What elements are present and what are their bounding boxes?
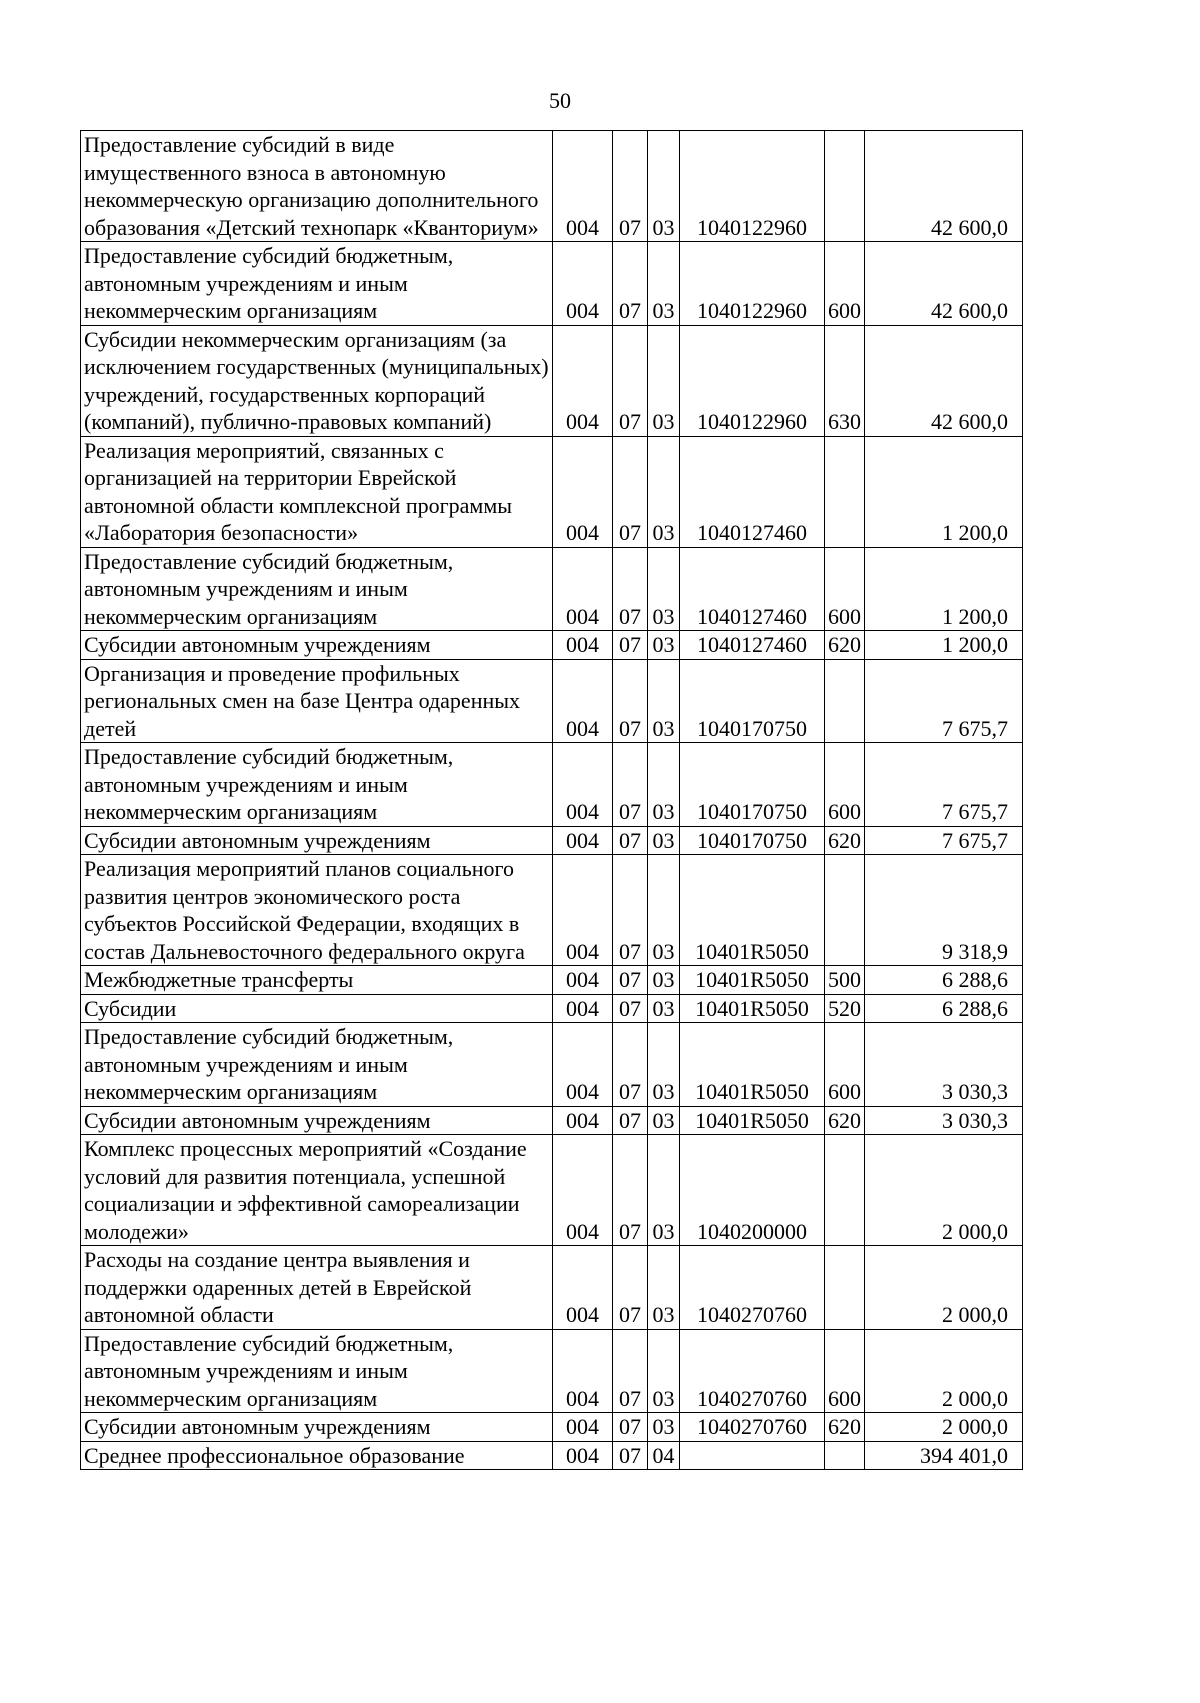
expense-name-cell: Комплекс процессных мероприятий «Создание условий для развития потенциала, успешной социализации и эффективной самореализации молодежи»: [81, 1135, 553, 1246]
section-code-cell: 07: [613, 855, 648, 966]
grbs-code-cell: 004: [553, 1441, 613, 1470]
amount-cell: 7 675,7: [865, 743, 1023, 827]
target-article-cell: 1040270760: [680, 1413, 825, 1442]
expense-type-cell: [825, 659, 865, 743]
grbs-code-cell: 004: [553, 826, 613, 855]
table-row: [81, 1135, 1023, 1246]
grbs-code-cell: 004: [553, 1246, 613, 1330]
section-code-cell: 07: [613, 659, 648, 743]
section-code-cell: 07: [613, 325, 648, 436]
table-row: [81, 631, 1023, 660]
table-row: [81, 1023, 1023, 1107]
subsection-code-cell: 03: [648, 1246, 680, 1330]
section-code-cell: 07: [613, 826, 648, 855]
section-code-cell: 07: [613, 1441, 648, 1470]
section-code-cell: 07: [613, 131, 648, 242]
section-code-cell: 07: [613, 966, 648, 995]
section-code-cell: 07: [613, 1329, 648, 1413]
expense-name-cell: Субсидии некоммерческим организациям (за исключением государственных (муниципальных) учреждений, государственных корпораций (компаний), публично-правовых компаний): [81, 325, 553, 436]
expense-type-cell: 600: [825, 743, 865, 827]
grbs-code-cell: 004: [553, 743, 613, 827]
expense-type-cell: 630: [825, 325, 865, 436]
grbs-code-cell: 004: [553, 325, 613, 436]
expense-name-cell: Субсидии автономным учреждениям: [81, 631, 553, 660]
table-row: [81, 994, 1023, 1023]
grbs-code-cell: 004: [553, 659, 613, 743]
amount-cell: 2 000,0: [865, 1329, 1023, 1413]
amount-cell: 6 288,6: [865, 966, 1023, 995]
subsection-code-cell: 03: [648, 743, 680, 827]
target-article-cell: 10401R5050: [680, 855, 825, 966]
expense-name-cell: Организация и проведение профильных региональных смен на базе Центра одаренных детей: [81, 659, 553, 743]
table-row: [81, 325, 1023, 436]
expense-name-cell: Предоставление субсидий бюджетным, автономным учреждениям и иным некоммерческим организациям: [81, 1023, 553, 1107]
expense-name-cell: Среднее профессиональное образование: [81, 1441, 553, 1470]
subsection-code-cell: 03: [648, 1023, 680, 1107]
amount-cell: 2 000,0: [865, 1135, 1023, 1246]
subsection-code-cell: 03: [648, 547, 680, 631]
budget-table: [80, 130, 1023, 1470]
expense-name-cell: Предоставление субсидий бюджетным, автономным учреждениям и иным некоммерческим организациям: [81, 242, 553, 326]
target-article-cell: 1040170750: [680, 743, 825, 827]
target-article-cell: 1040127460: [680, 547, 825, 631]
expense-type-cell: 600: [825, 1023, 865, 1107]
target-article-cell: 1040122960: [680, 325, 825, 436]
expense-type-cell: 620: [825, 1413, 865, 1442]
target-article-cell: 1040122960: [680, 242, 825, 326]
target-article-cell: 1040170750: [680, 659, 825, 743]
expense-type-cell: 600: [825, 242, 865, 326]
expense-name-cell: Предоставление субсидий бюджетным, автономным учреждениям и иным некоммерческим организациям: [81, 1329, 553, 1413]
subsection-code-cell: 03: [648, 631, 680, 660]
table-row: [81, 1246, 1023, 1330]
table-row: [81, 1413, 1023, 1442]
grbs-code-cell: 004: [553, 242, 613, 326]
expense-type-cell: [825, 436, 865, 547]
expense-name-cell: Расходы на создание центра выявления и поддержки одаренных детей в Еврейской автономной области: [81, 1246, 553, 1330]
expense-type-cell: [825, 1441, 865, 1470]
grbs-code-cell: 004: [553, 547, 613, 631]
amount-cell: 9 318,9: [865, 855, 1023, 966]
amount-cell: 6 288,6: [865, 994, 1023, 1023]
table-row: [81, 743, 1023, 827]
expense-name-cell: Субсидии автономным учреждениям: [81, 826, 553, 855]
subsection-code-cell: 03: [648, 242, 680, 326]
grbs-code-cell: 004: [553, 631, 613, 660]
amount-cell: 7 675,7: [865, 659, 1023, 743]
target-article-cell: 1040270760: [680, 1246, 825, 1330]
grbs-code-cell: 004: [553, 1413, 613, 1442]
amount-cell: 3 030,3: [865, 1023, 1023, 1107]
grbs-code-cell: 004: [553, 1329, 613, 1413]
subsection-code-cell: 03: [648, 131, 680, 242]
section-code-cell: 07: [613, 1135, 648, 1246]
expense-name-cell: Межбюджетные трансферты: [81, 966, 553, 995]
target-article-cell: 1040127460: [680, 436, 825, 547]
table-row: [81, 547, 1023, 631]
expense-type-cell: 620: [825, 826, 865, 855]
amount-cell: 2 000,0: [865, 1413, 1023, 1442]
expense-type-cell: [825, 1246, 865, 1330]
table-row: [81, 1441, 1023, 1470]
expense-name-cell: Предоставление субсидий в виде имущественного взноса в автономную некоммерческую организацию дополнительного образования «Детский технопарк «Кванториум»: [81, 131, 553, 242]
target-article-cell: 10401R5050: [680, 966, 825, 995]
amount-cell: 42 600,0: [865, 131, 1023, 242]
grbs-code-cell: 004: [553, 1106, 613, 1135]
section-code-cell: 07: [613, 631, 648, 660]
expense-name-cell: Субсидии автономным учреждениям: [81, 1106, 553, 1135]
budget-table-body: [81, 131, 1023, 1470]
subsection-code-cell: 03: [648, 855, 680, 966]
grbs-code-cell: 004: [553, 131, 613, 242]
grbs-code-cell: 004: [553, 855, 613, 966]
amount-cell: 1 200,0: [865, 631, 1023, 660]
amount-cell: 7 675,7: [865, 826, 1023, 855]
table-row: [81, 131, 1023, 242]
target-article-cell: 1040170750: [680, 826, 825, 855]
table-row: [81, 826, 1023, 855]
expense-name-cell: Субсидии: [81, 994, 553, 1023]
table-row: [81, 1329, 1023, 1413]
section-code-cell: 07: [613, 1106, 648, 1135]
expense-name-cell: Реализация мероприятий, связанных с организацией на территории Еврейской автономной области комплексной программы «Лаборатория безопасности»: [81, 436, 553, 547]
target-article-cell: [680, 1441, 825, 1470]
subsection-code-cell: 03: [648, 1135, 680, 1246]
subsection-code-cell: 03: [648, 659, 680, 743]
target-article-cell: 1040127460: [680, 631, 825, 660]
amount-cell: 1 200,0: [865, 436, 1023, 547]
expense-name-cell: Предоставление субсидий бюджетным, автономным учреждениям и иным некоммерческим организациям: [81, 547, 553, 631]
target-article-cell: 1040122960: [680, 131, 825, 242]
subsection-code-cell: 04: [648, 1441, 680, 1470]
grbs-code-cell: 004: [553, 436, 613, 547]
grbs-code-cell: 004: [553, 1023, 613, 1107]
table-row: [81, 855, 1023, 966]
section-code-cell: 07: [613, 436, 648, 547]
section-code-cell: 07: [613, 1413, 648, 1442]
amount-cell: 1 200,0: [865, 547, 1023, 631]
target-article-cell: 10401R5050: [680, 1023, 825, 1107]
grbs-code-cell: 004: [553, 1135, 613, 1246]
page-number: 50: [549, 88, 571, 113]
expense-type-cell: 600: [825, 1329, 865, 1413]
section-code-cell: 07: [613, 1246, 648, 1330]
expense-name-cell: Предоставление субсидий бюджетным, автономным учреждениям и иным некоммерческим организациям: [81, 743, 553, 827]
table-row: [81, 1106, 1023, 1135]
subsection-code-cell: 03: [648, 1413, 680, 1442]
expense-type-cell: [825, 131, 865, 242]
table-row: [81, 966, 1023, 995]
grbs-code-cell: 004: [553, 994, 613, 1023]
section-code-cell: 07: [613, 743, 648, 827]
section-code-cell: 07: [613, 547, 648, 631]
section-code-cell: 07: [613, 242, 648, 326]
target-article-cell: 1040270760: [680, 1329, 825, 1413]
subsection-code-cell: 03: [648, 325, 680, 436]
expense-name-cell: Реализация мероприятий планов социального развития центров экономического роста субъектов Российской Федерации, входящих в состав Дальневосточного федерального округа: [81, 855, 553, 966]
table-row: [81, 242, 1023, 326]
expense-type-cell: [825, 855, 865, 966]
expense-type-cell: 500: [825, 966, 865, 995]
amount-cell: 2 000,0: [865, 1246, 1023, 1330]
expense-type-cell: [825, 1135, 865, 1246]
subsection-code-cell: 03: [648, 826, 680, 855]
target-article-cell: 1040200000: [680, 1135, 825, 1246]
section-code-cell: 07: [613, 1023, 648, 1107]
grbs-code-cell: 004: [553, 966, 613, 995]
subsection-code-cell: 03: [648, 1329, 680, 1413]
subsection-code-cell: 03: [648, 966, 680, 995]
amount-cell: 394 401,0: [865, 1441, 1023, 1470]
target-article-cell: 10401R5050: [680, 1106, 825, 1135]
expense-type-cell: 620: [825, 1106, 865, 1135]
amount-cell: 42 600,0: [865, 242, 1023, 326]
expense-type-cell: 520: [825, 994, 865, 1023]
subsection-code-cell: 03: [648, 994, 680, 1023]
section-code-cell: 07: [613, 994, 648, 1023]
target-article-cell: 10401R5050: [680, 994, 825, 1023]
subsection-code-cell: 03: [648, 436, 680, 547]
amount-cell: 42 600,0: [865, 325, 1023, 436]
table-row: [81, 436, 1023, 547]
expense-type-cell: 620: [825, 631, 865, 660]
table-row: [81, 659, 1023, 743]
subsection-code-cell: 03: [648, 1106, 680, 1135]
expense-name-cell: Субсидии автономным учреждениям: [81, 1413, 553, 1442]
amount-cell: 3 030,3: [865, 1106, 1023, 1135]
expense-type-cell: 600: [825, 547, 865, 631]
